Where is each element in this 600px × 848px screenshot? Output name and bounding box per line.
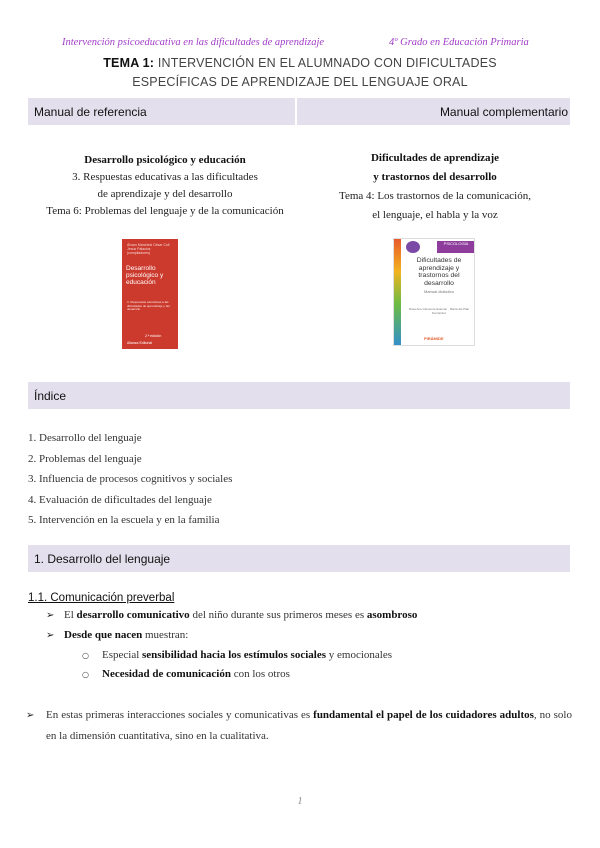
reference-book-line1: 3. Respuestas educativas a las dificultades [72, 171, 258, 183]
cover2-authors: Rosa Ana Clemente Estevan · María del Pilar Fernández [408, 307, 470, 315]
sub-bullet-1: ○ Especial sensibilidad hacia los estímulos sociales y emocionales [82, 649, 392, 661]
arrow-bullet-icon: ➢ [46, 610, 55, 621]
complementary-book-title-2: y trastornos del desarrollo [373, 171, 497, 183]
reference-book-title: Desarrollo psicológico y educación [84, 154, 246, 166]
page-title-line2: ESPECÍFICAS DE APRENDIZAJE DEL LENGUAJE ORAL [132, 75, 468, 89]
arrow-bullet-icon: ➢ [46, 630, 55, 641]
cover2-publisher: PIRÁMIDE [424, 336, 444, 341]
cover2-color-stripe [394, 239, 401, 346]
complementary-book-title-1: Dificultades de aprendizaje [370, 152, 500, 164]
cover1-title: Desarrollo psicológico y educación [126, 265, 164, 286]
paragraph-caregivers: ➢ En estas primeras interacciones sociales y comunicativas es fundamental el papel de los cuidadores adultos, no solo en la dimensión cuantitativa, sino en la cualitativa. [46, 705, 572, 747]
cover2-tag: PSICOLOGÍA [437, 241, 475, 253]
cover2-title: Dificultades de aprendizaje y trastornos del desarrollo [416, 257, 462, 287]
title-label: TEMA 1: [103, 56, 155, 70]
reference-book-chapter: Tema 6: Problemas del lenguaje y de la comunicación [46, 205, 284, 217]
index-item: 3. Influencia de procesos cognitivos y sociales [28, 473, 233, 485]
complementary-book-chapter-2: el lenguaje, el habla y la voz [372, 209, 498, 221]
cover1-subtitle: 3. Respuestas educativas a las dificultades de aprendizaje y del desarrollo [127, 300, 170, 311]
reference-book-cover [122, 239, 178, 349]
index-item: 2. Problemas del lenguaje [28, 452, 142, 465]
reference-book-line2: de aprendizaje y del desarrollo [97, 188, 233, 200]
manuals-header-band [28, 98, 570, 125]
cover2-subtitle: Manual didáctico [423, 289, 455, 294]
arrow-bullet-icon: ➢ [26, 710, 35, 721]
title-text-1: INTERVENCIÓN EN EL ALUMNADO CON DIFICULTADES [157, 56, 497, 70]
cover1-publisher: Alianza Editorial [127, 341, 153, 345]
complementary-book-cover [393, 238, 475, 346]
page-number: 1 [297, 796, 303, 807]
bullet-1: ➢ El desarrollo comunicativo del niño durante sus primeros meses es asombroso [46, 609, 418, 621]
publisher-logo-icon [406, 241, 420, 253]
reference-manual-info [28, 152, 302, 220]
complementary-manual-info [300, 149, 570, 225]
page-title-line1 [0, 56, 600, 70]
complementary-manual-label: Manual complementario [439, 104, 568, 119]
index-item: 4. Evaluación de dificultades del lenguaje [28, 493, 212, 506]
complementary-book-chapter-1: Tema 4: Los trastornos de la comunicación, [339, 190, 531, 202]
section1-subheading: 1.1. Comunicación preverbal [28, 592, 175, 604]
index-heading: Índice [28, 382, 570, 409]
index-item: 1. Desarrollo del lenguaje [28, 432, 142, 444]
circle-bullet-icon: ○ [82, 670, 89, 679]
reference-manual-label: Manual de referencia [28, 98, 297, 125]
cover1-edition: 2.ª edición [145, 334, 162, 338]
section1-heading: 1. Desarrollo del lenguaje [28, 545, 570, 572]
bullet-2: ➢ Desde que nacen muestran: [46, 629, 189, 641]
header-grade: 4º Grado en Educación Primaria [389, 37, 529, 48]
index-item: 5. Intervención en la escuela y en la familia [28, 514, 220, 526]
circle-bullet-icon: ○ [82, 651, 89, 660]
index-list [28, 428, 232, 531]
sub-bullet-2: ○ Necesidad de comunicación con los otros [82, 668, 290, 680]
cover1-authors: Álvaro Marchesi César Coll Jesús Palacios (compiladores) [127, 243, 170, 255]
header-course-title: Intervención psicoeducativa en las dificultades de aprendizaje [62, 37, 325, 48]
